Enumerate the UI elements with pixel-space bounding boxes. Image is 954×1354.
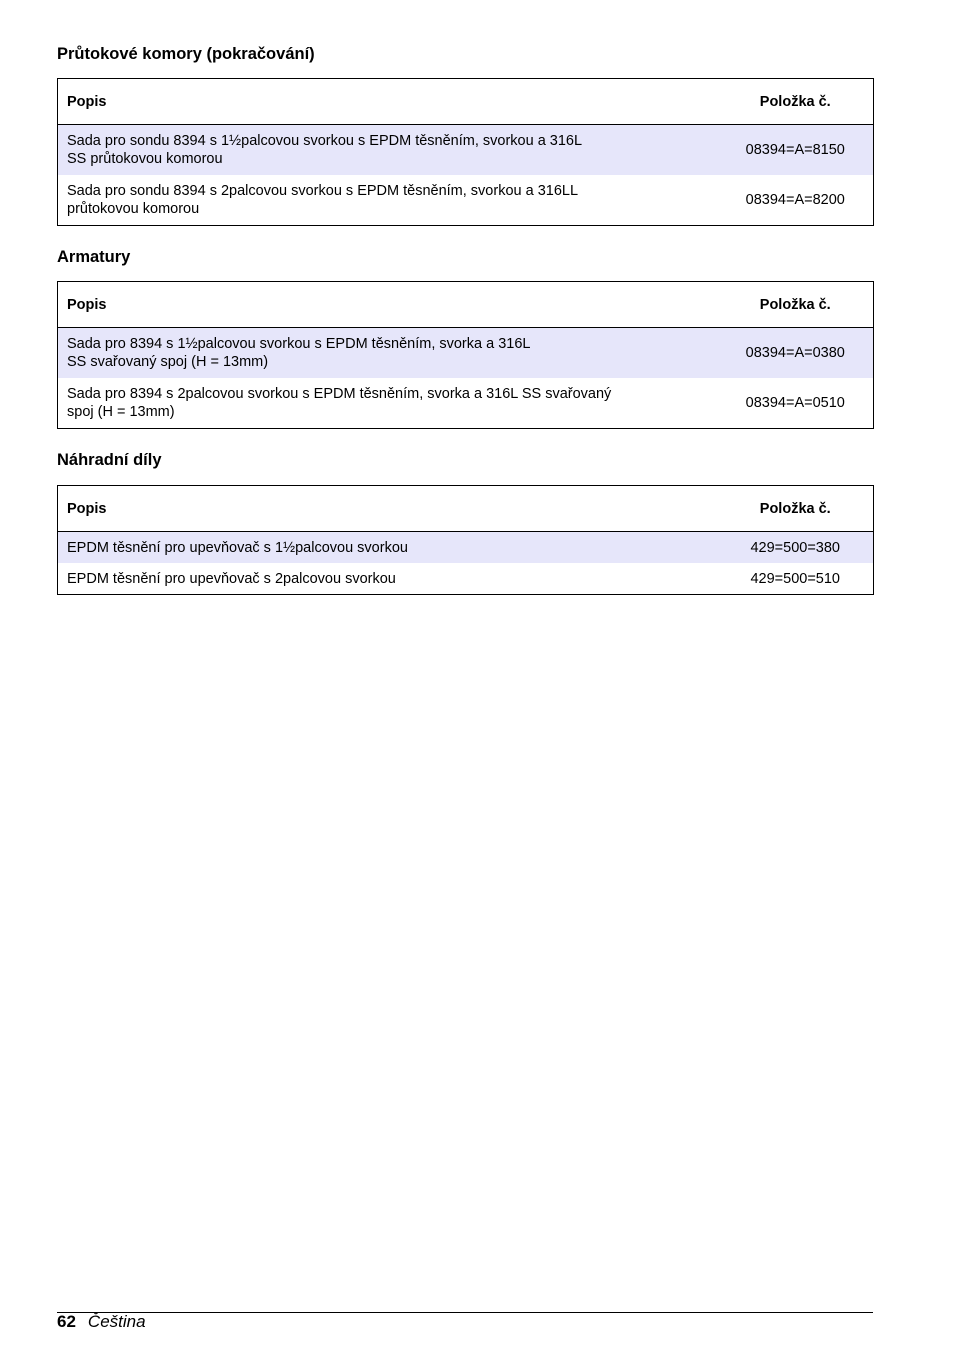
table-row	[58, 532, 874, 564]
flow-cells-table	[57, 78, 874, 226]
row-description: EPDM těsnění pro upevňovač s 2palcovou svorkou	[67, 570, 396, 587]
fittings-table	[57, 281, 874, 429]
row-description: EPDM těsnění pro upevňovač s 1½palcovou svorkou	[58, 532, 718, 564]
row-description: Sada pro sondu 8394 s 1½palcovou svorkou s EPDM těsněním, svorkou a 316L SS průtokovou komorou	[58, 125, 718, 176]
table-header-row	[58, 282, 874, 328]
row-item-number: 429=500=510	[750, 570, 840, 587]
row-item-number: 429=500=380	[718, 532, 874, 564]
spare-parts-table	[57, 485, 874, 595]
table-header-row	[58, 79, 874, 125]
row-description: Sada pro 8394 s 1½palcovou svorkou s EPDM těsněním, svorka a 316L SS svařovaný spoj (H = 13mm)	[58, 328, 718, 379]
table-row	[58, 563, 874, 595]
table-header-row	[58, 486, 874, 532]
row-description: Sada pro 8394 s 2palcovou svorkou s EPDM těsněním, svorka a 316L SS svařovaný spoj (H = 13mm)	[67, 386, 612, 420]
header-description: Popis	[58, 79, 718, 125]
header-description: Popis	[58, 282, 718, 328]
page-footer	[57, 1312, 146, 1332]
table-row	[58, 125, 874, 176]
section-title-fittings: Armatury	[57, 248, 131, 266]
header-item-number: Položka č.	[718, 79, 874, 125]
section-title-flow-cells: Průtokové komory (pokračování)	[57, 45, 315, 63]
table-row	[58, 175, 874, 226]
table-row	[58, 328, 874, 379]
row-item-number: 08394=A=0380	[718, 328, 874, 379]
row-item-number: 08394=A=0510	[745, 395, 845, 411]
header-description: Popis	[58, 486, 718, 532]
section-title-spare-parts: Náhradní díly	[57, 451, 162, 469]
footer-divider	[57, 1312, 873, 1313]
header-item-number: Položka č.	[718, 486, 874, 532]
row-item-number: 08394=A=8150	[718, 125, 874, 176]
page-number: 62	[57, 1312, 76, 1331]
footer-language: Čeština	[87, 1312, 146, 1331]
table-row	[58, 378, 874, 429]
header-item-number: Položka č.	[718, 282, 874, 328]
row-item-number: 08394=A=8200	[745, 192, 845, 208]
row-description: Sada pro sondu 8394 s 2palcovou svorkou s EPDM těsněním, svorkou a 316LL průtokovou komorou	[67, 183, 579, 217]
